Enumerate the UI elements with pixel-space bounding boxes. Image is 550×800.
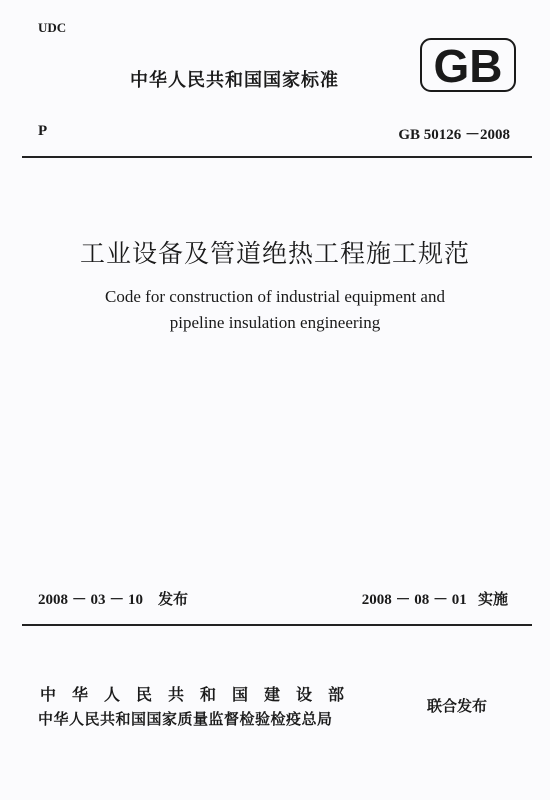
effective-date: 2008 － 08 － 01 xyxy=(361,592,467,608)
issue-label: 发布 xyxy=(158,590,189,608)
udc-label: UDC xyxy=(38,20,67,35)
effective-label: 实施 xyxy=(477,590,508,608)
issue-date-block xyxy=(38,588,188,609)
issue-date: 2008 － 03 － 10 xyxy=(38,592,144,608)
document-title-en-line1: Code for construction of industrial equipment and xyxy=(105,287,445,306)
standard-number: GB 50126 －2008 xyxy=(398,127,510,143)
issuing-org-1: 中华人民共和国建设部 xyxy=(40,685,361,704)
gb-logo-text: GB xyxy=(433,40,503,92)
bottom-divider xyxy=(22,624,532,626)
standard-type-title: 中华人民共和国国家标准 xyxy=(130,70,339,91)
issuing-org-2: 中华人民共和国国家质量监督检验检疫总局 xyxy=(38,710,333,728)
document-title-cn: 工业设备及管道绝热工程施工规范 xyxy=(79,239,470,268)
gb-logo xyxy=(420,38,516,92)
effective-date-block xyxy=(362,588,508,609)
document-title-en-line2: pipeline insulation engineering xyxy=(169,313,381,332)
top-divider xyxy=(22,156,532,158)
classification-code: P xyxy=(38,123,48,139)
joint-issue-label: 联合发布 xyxy=(427,697,488,715)
